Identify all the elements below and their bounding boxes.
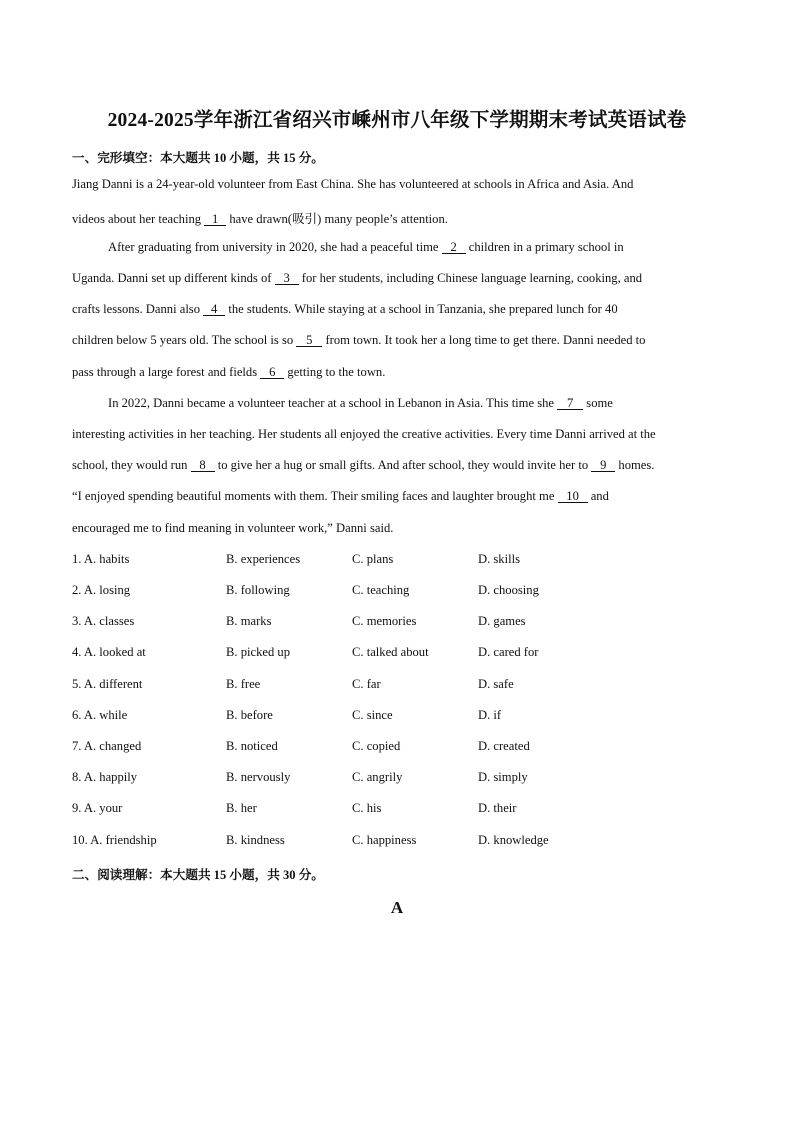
passage-text: children in a primary school in [465, 240, 624, 254]
option-c: C. since [352, 708, 393, 722]
section-heading-reading: 二、阅读理解：本大题共 15 小题，共 30 分。 [72, 868, 324, 882]
passage-text: crafts lessons. Danni also [72, 302, 204, 316]
passage-label: A [390, 898, 404, 917]
blank-7: 7 [557, 397, 583, 410]
passage-text: for her students, including Chinese language learning, cooking, and [298, 271, 643, 285]
passage-line [72, 365, 385, 380]
passage-line: Jiang Danni is a 24-year-old volunteer from East China. She has volunteered at schools in Africa and Asia. And [72, 177, 634, 191]
blank-2: 2 [442, 241, 466, 254]
option-d: D. safe [478, 677, 514, 691]
option-a: 9. A. your [72, 801, 123, 815]
option-d: D. knowledge [478, 833, 549, 847]
passage-line [72, 208, 448, 227]
passage-line: encouraged me to find meaning in volunteer work,” Danni said. [72, 521, 394, 535]
option-c: C. happiness [352, 833, 417, 847]
option-b: B. picked up [226, 645, 291, 659]
option-c: C. talked about [352, 645, 429, 659]
option-d: D. simply [478, 770, 528, 784]
option-b: B. nervously [226, 770, 291, 784]
option-a: 7. A. changed [72, 739, 142, 753]
passage-text: “I enjoyed spending beautiful moments with them. Their smiling faces and laughter brought me [72, 489, 558, 503]
passage-text: After graduating from university in 2020, she had a peaceful time [108, 240, 442, 254]
passage-line [108, 240, 624, 255]
option-d: D. skills [478, 552, 520, 566]
option-c: C. copied [352, 739, 401, 753]
passage-text: the students. While staying at a school in Tanzania, she prepared lunch for 40 [225, 302, 618, 316]
option-b: B. experiences [226, 552, 301, 566]
passage-line [72, 302, 618, 317]
passage-text: getting to the town. [284, 365, 386, 379]
blank-10: 10 [558, 490, 588, 503]
option-d: D. cared for [478, 645, 539, 659]
option-b: B. free [226, 677, 261, 691]
option-c: C. angrily [352, 770, 403, 784]
option-b: B. marks [226, 614, 272, 628]
section-heading-cloze: 一、完形填空：本大题共 10 小题，共 15 分。 [72, 151, 324, 165]
passage-line [72, 489, 609, 504]
option-a: 6. A. while [72, 708, 128, 722]
passage-line [72, 458, 654, 473]
option-d: D. choosing [478, 583, 539, 597]
option-a: 3. A. classes [72, 614, 135, 628]
option-b: B. following [226, 583, 290, 597]
blank-1: 1 [204, 213, 226, 226]
passage-text: from town. It took her a long time to get there. Danni needed to [322, 333, 646, 347]
blank-4: 4 [203, 303, 225, 316]
option-c: C. memories [352, 614, 417, 628]
passage-text: and [587, 489, 609, 503]
passage-text: school, they would run [72, 458, 191, 472]
blank-8: 8 [191, 459, 215, 472]
option-c: C. far [352, 677, 381, 691]
option-d: D. their [478, 801, 517, 815]
page-title: 2024-2025学年浙江省绍兴市嵊州市八年级下学期期末考试英语试卷 [107, 110, 687, 131]
option-a: 8. A. happily [72, 770, 138, 784]
passage-text: children below 5 years old. The school is so [72, 333, 297, 347]
option-c: C. teaching [352, 583, 410, 597]
blank-9: 9 [591, 459, 615, 472]
passage-text: videos about her teaching [72, 212, 205, 226]
option-d: D. created [478, 739, 530, 753]
blank-3: 3 [275, 272, 299, 285]
option-b: B. before [226, 708, 273, 722]
passage-text: have drawn(吸引) many people’s attention. [226, 212, 448, 226]
blank-5: 5 [296, 334, 322, 347]
passage-text: some [583, 396, 613, 410]
option-a: 10. A. friendship [72, 833, 157, 847]
option-a: 5. A. different [72, 677, 143, 691]
passage-text: to give her a hug or small gifts. And after school, they would invite her to [214, 458, 592, 472]
option-d: D. if [478, 708, 502, 722]
passage-line [72, 271, 642, 286]
option-b: B. her [226, 801, 257, 815]
passage-text: In 2022, Danni became a volunteer teacher at a school in Lebanon in Asia. This time she [108, 396, 558, 410]
passage-line [108, 396, 613, 411]
option-a: 1. A. habits [72, 552, 130, 566]
passage-text: pass through a large forest and fields [72, 365, 261, 379]
blank-6: 6 [260, 366, 284, 379]
option-c: C. plans [352, 552, 394, 566]
passage-line: interesting activities in her teaching. Her students all enjoyed the creative activities. Every time Danni arrived at the [72, 427, 656, 441]
option-b: B. kindness [226, 833, 285, 847]
passage-text: homes. [615, 458, 655, 472]
option-b: B. noticed [226, 739, 278, 753]
option-d: D. games [478, 614, 526, 628]
option-c: C. his [352, 801, 382, 815]
option-a: 4. A. looked at [72, 645, 146, 659]
option-a: 2. A. losing [72, 583, 131, 597]
passage-line [72, 333, 645, 348]
passage-text: Uganda. Danni set up different kinds of [72, 271, 275, 285]
